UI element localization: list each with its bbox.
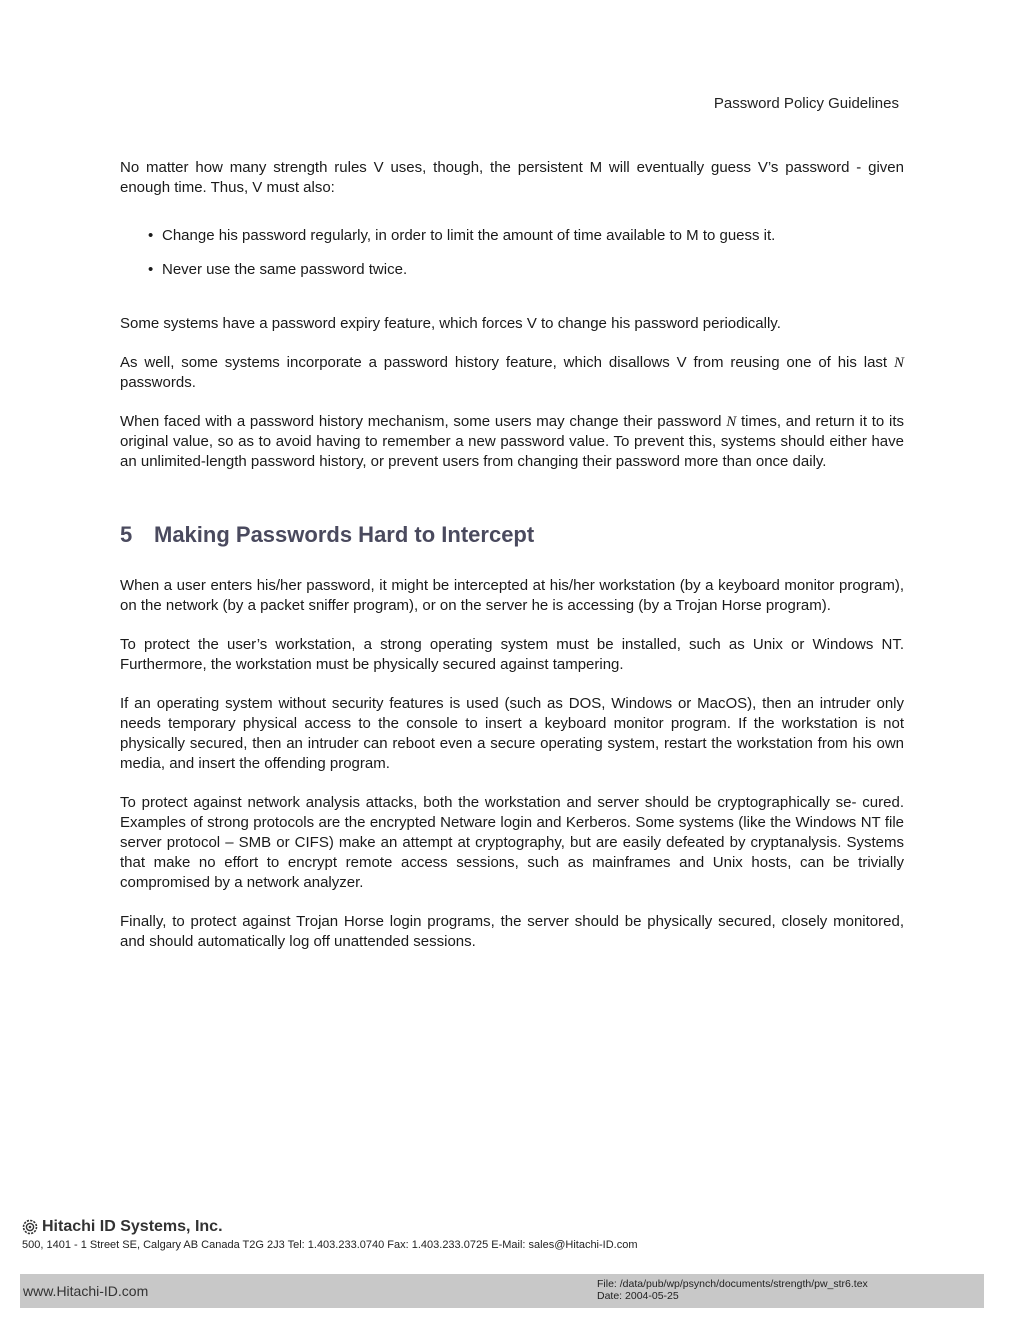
footer-company (22, 1218, 223, 1236)
history-paragraph-text: passwords. (120, 374, 196, 391)
list-item (148, 260, 904, 280)
section-paragraph: To protect against network analysis attacks, both the workstation and server should be cryptographically se- cured. Examples of strong protocols are the encrypted Netware login and Kerberos. Some systems (like the Windows NT file server protocol – SMB or CIFS) make an attempt at cryptography, but are easily defeated by cryptanalysis. Systems that make no effort to encrypt remote access sessions, such as mainframes and Unix hosts, can be trivially compromised by a network analyzer. (120, 794, 904, 891)
document-date: Date: 2004-05-25 (597, 1290, 679, 1302)
history-paragraph-text: As well, some systems incorporate a password history feature, which disallows V from reusing one of his last (120, 354, 894, 371)
company-name: Hitachi ID Systems, Inc. (42, 1218, 223, 1235)
list-item (148, 226, 904, 246)
section-number: 5 (120, 522, 133, 547)
file-path: File: /data/pub/wp/psynch/documents/strength/pw_str6.tex (597, 1278, 868, 1290)
bullet-icon: • (148, 227, 154, 244)
math-variable-n: N (726, 414, 737, 430)
history-paragraph (120, 353, 904, 393)
hitachi-gear-logo-icon (22, 1219, 38, 1235)
footer-meta (597, 1278, 868, 1302)
list-item-text: Never use the same password twice. (162, 261, 408, 278)
bullet-icon: • (148, 261, 154, 278)
history-mechanism-paragraph (120, 412, 904, 472)
bullet-list (120, 226, 904, 280)
intro-paragraph: No matter how many strength rules V uses, though, the persistent M will eventually guess V’s password - given enough time. Thus, V must also: (120, 159, 904, 196)
expiry-paragraph: Some systems have a password expiry feature, which forces V to change his password periodically. (120, 315, 781, 332)
footer-address: 500, 1401 - 1 Street SE, Calgary AB Canada T2G 2J3 Tel: 1.403.233.0740 Fax: 1.403.233.0725 E-Mail: sales@Hitachi-ID.com (22, 1239, 638, 1251)
section-paragraph: If an operating system without security features is used (such as DOS, Windows or MacOS), then an intruder only needs temporary physical access to the console to insert a keyboard monitor program. If the workstation is not physically secured, then an intruder can reboot even a secure operating system, restart the workstation from his own media, and insert the offending program. (120, 695, 904, 772)
list-item-text: Change his password regularly, in order to limit the amount of time available to M to guess it. (162, 227, 776, 244)
section-paragraph: To protect the user’s workstation, a strong operating system must be installed, such as Unix or Windows NT. Furthermore, the workstation must be physically secured against tampering. (120, 636, 904, 673)
document-body (120, 158, 904, 971)
website-link[interactable]: www.Hitachi-ID.com (23, 1283, 149, 1299)
footer-bar (20, 1274, 984, 1308)
math-variable-n: N (893, 355, 904, 371)
section-heading (120, 522, 904, 548)
running-header: Password Policy Guidelines (713, 95, 899, 112)
section-paragraph: When a user enters his/her password, it might be intercepted at his/her workstation (by a keyboard monitor program), on the network (by a packet sniffer program), or on the server he is accessing (by a Trojan Horse program). (120, 577, 904, 614)
history-mechanism-text: When faced with a password history mechanism, some users may change their password (120, 413, 727, 430)
section-paragraph: Finally, to protect against Trojan Horse login programs, the server should be physically secured, closely monitored, and should automatically log off unattended sessions. (120, 913, 904, 950)
section-title: Making Passwords Hard to Intercept (154, 522, 535, 547)
history-mechanism-text: times, and return it to its original value, so as to avoid having to remember a new password value. To prevent this, systems should either have an unlimited-length password history, or prevent users from changing their password more than once daily. (120, 413, 905, 470)
